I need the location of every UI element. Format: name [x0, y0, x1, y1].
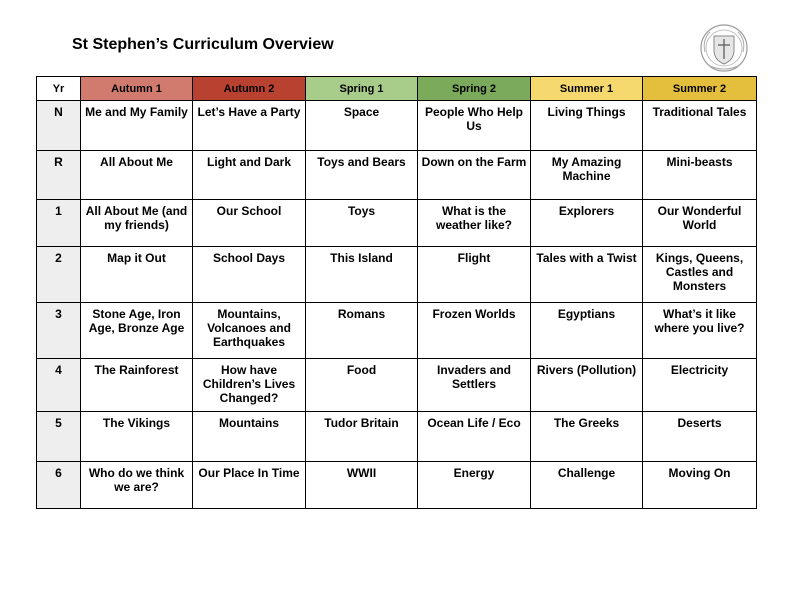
topic-cell: What’s it like where you live?: [643, 303, 757, 359]
year-cell: R: [37, 151, 81, 200]
school-crest-icon: [696, 22, 752, 74]
topic-cell: All About Me: [81, 151, 193, 200]
topic-cell: Traditional Tales: [643, 101, 757, 151]
topic-cell: Frozen Worlds: [418, 303, 531, 359]
topic-cell: Rivers (Pollution): [531, 359, 643, 412]
topic-cell: Tudor Britain: [306, 412, 418, 462]
topic-cell: Challenge: [531, 462, 643, 509]
topic-cell: Mini-beasts: [643, 151, 757, 200]
header-year: Yr: [37, 77, 81, 101]
topic-cell: The Greeks: [531, 412, 643, 462]
year-cell: 4: [37, 359, 81, 412]
topic-cell: Romans: [306, 303, 418, 359]
year-cell: 3: [37, 303, 81, 359]
year-cell: 2: [37, 247, 81, 303]
topic-cell: Deserts: [643, 412, 757, 462]
topic-cell: How have Children’s Lives Changed?: [193, 359, 306, 412]
topic-cell: Map it Out: [81, 247, 193, 303]
topic-cell: Mountains: [193, 412, 306, 462]
school-crest-graphic: [696, 22, 752, 74]
topic-cell: Who do we think we are?: [81, 462, 193, 509]
topic-cell: Space: [306, 101, 418, 151]
topic-cell: Stone Age, Iron Age, Bronze Age: [81, 303, 193, 359]
table-row: [37, 200, 757, 247]
topic-cell: Electricity: [643, 359, 757, 412]
topic-cell: Our Wonderful World: [643, 200, 757, 247]
topic-cell: My Amazing Machine: [531, 151, 643, 200]
topic-cell: The Rainforest: [81, 359, 193, 412]
topic-cell: Ocean Life / Eco: [418, 412, 531, 462]
topic-cell: Toys: [306, 200, 418, 247]
topic-cell: This Island: [306, 247, 418, 303]
year-cell: 6: [37, 462, 81, 509]
table-row: [37, 247, 757, 303]
topic-cell: The Vikings: [81, 412, 193, 462]
table-row: [37, 151, 757, 200]
topic-cell: Egyptians: [531, 303, 643, 359]
table-row: [37, 303, 757, 359]
curriculum-table: [36, 76, 757, 509]
topic-cell: Light and Dark: [193, 151, 306, 200]
header-row: [37, 77, 757, 101]
topic-cell: Food: [306, 359, 418, 412]
topic-cell: School Days: [193, 247, 306, 303]
topic-cell: Kings, Queens, Castles and Monsters: [643, 247, 757, 303]
topic-cell: WWII: [306, 462, 418, 509]
topic-cell: Me and My Family: [81, 101, 193, 151]
year-cell: N: [37, 101, 81, 151]
table-row: [37, 359, 757, 412]
topic-cell: Invaders and Settlers: [418, 359, 531, 412]
page-title: St Stephen’s Curriculum Overview: [72, 36, 334, 53]
header-spring-2: Spring 2: [418, 77, 531, 101]
topic-cell: Flight: [418, 247, 531, 303]
topic-cell: Our School: [193, 200, 306, 247]
topic-cell: People Who Help Us: [418, 101, 531, 151]
topic-cell: Explorers: [531, 200, 643, 247]
topic-cell: Energy: [418, 462, 531, 509]
topic-cell: What is the weather like?: [418, 200, 531, 247]
header-autumn-1: Autumn 1: [81, 77, 193, 101]
topic-cell: Let’s Have a Party: [193, 101, 306, 151]
topic-cell: All About Me (and my friends): [81, 200, 193, 247]
table-row: [37, 462, 757, 509]
header-summer-2: Summer 2: [643, 77, 757, 101]
topic-cell: Moving On: [643, 462, 757, 509]
table-row: [37, 101, 757, 151]
header-summer-1: Summer 1: [531, 77, 643, 101]
topic-cell: Mountains, Volcanoes and Earthquakes: [193, 303, 306, 359]
topic-cell: Tales with a Twist: [531, 247, 643, 303]
topic-cell: Living Things: [531, 101, 643, 151]
topic-cell: Our Place In Time: [193, 462, 306, 509]
topic-cell: Down on the Farm: [418, 151, 531, 200]
header-autumn-2: Autumn 2: [193, 77, 306, 101]
header-spring-1: Spring 1: [306, 77, 418, 101]
year-cell: 1: [37, 200, 81, 247]
topic-cell: Toys and Bears: [306, 151, 418, 200]
year-cell: 5: [37, 412, 81, 462]
table-row: [37, 412, 757, 462]
